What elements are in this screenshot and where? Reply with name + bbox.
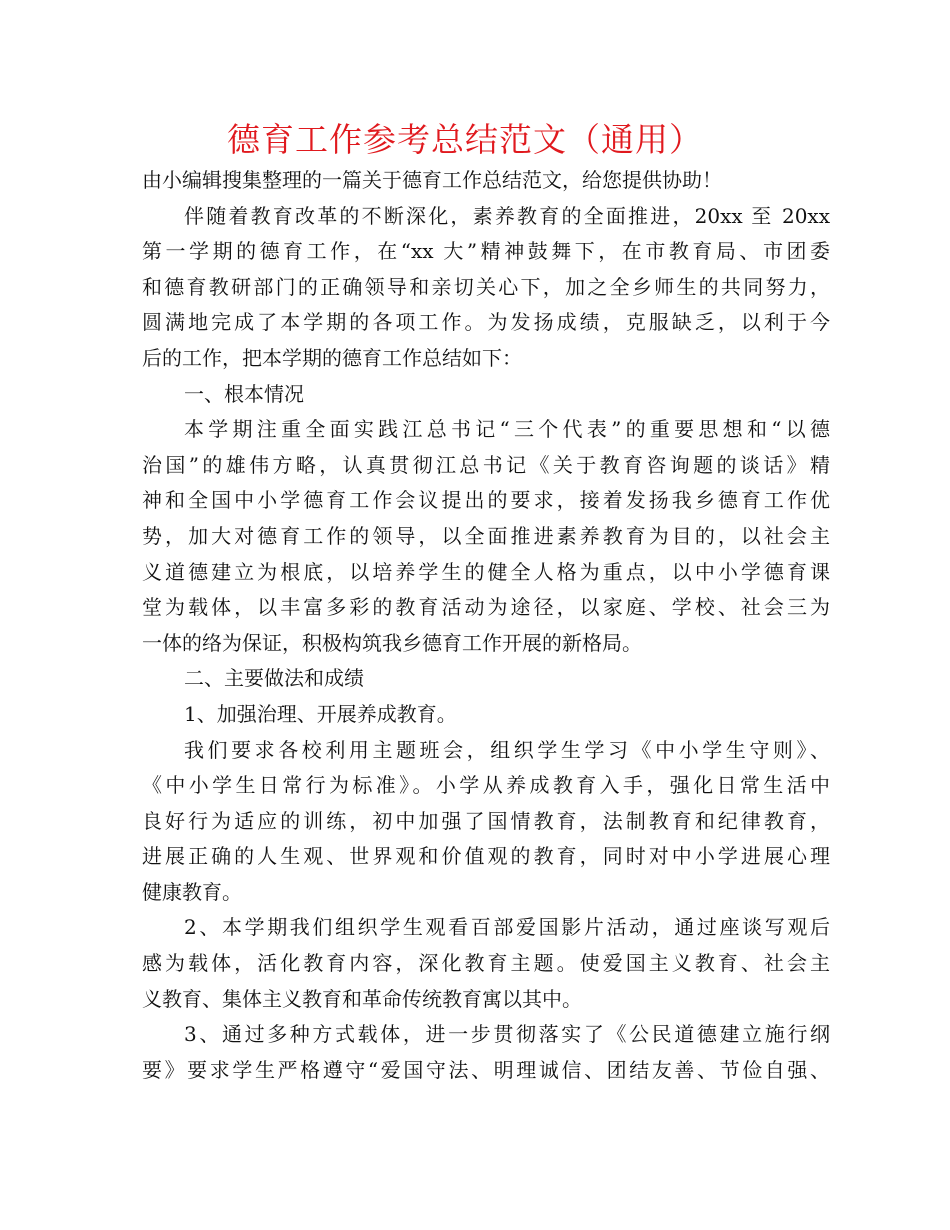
text-line: 进展正确的人生观、世界观和价值观的教育，同时对中小学进展心理 — [142, 844, 830, 869]
text-line: 一体的络为保证，积极构筑我乡德育工作开展的新格局。 — [142, 630, 642, 655]
text-line: 感为载体，活化教育内容，深化教育主题。使爱国主义教育、社会主 — [142, 951, 830, 976]
text-line: 由小编辑搜集整理的一篇关于德育工作总结范文，给您提供协助！ — [142, 168, 722, 192]
text-line: 良好行为适应的训练，初中加强了国情教育，法制教育和纪律教育， — [142, 808, 830, 833]
text-line: 义道德建立为根底，以培养学生的健全人格为重点，以中小学德育课 — [142, 559, 830, 584]
text-line: 治国”的雄伟方略，认真贯彻江总书记《关于教育咨询题的谈话》精 — [142, 452, 830, 477]
text-line: 3、通过多种方式载体，进一步贯彻落实了《公民道德建立施行纲 — [184, 1022, 830, 1047]
document-title: 德育工作参考总结范文（通用） — [227, 120, 703, 159]
text-line: 本学期注重全面实践江总书记“三个代表”的重要思想和“以德 — [184, 417, 830, 442]
text-line: 健康教育。 — [142, 879, 242, 904]
text-line: 和德育教研部门的正确领导和亲切关心下，加之全乡师生的共同努力， — [142, 274, 830, 299]
text-line: 势，加大对德育工作的领导，以全面推进素养教育为目的，以社会主 — [142, 523, 830, 548]
text-line: 我们要求各校利用主题班会，组织学生学习《中小学生守则》、 — [184, 737, 830, 762]
text-line: 后的工作，把本学期的德育工作总结如下： — [142, 345, 522, 370]
text-line: 神和全国中小学德育工作会议提出的要求，接着发扬我乡德育工作优 — [142, 488, 830, 513]
text-line: 圆满地完成了本学期的各项工作。为发扬成绩，克服缺乏，以利于今 — [142, 310, 830, 335]
text-line: 伴随着教育改革的不断深化，素养教育的全面推进，20xx 至 20xx — [184, 203, 830, 228]
text-line: 《中小学生日常行为标准》。小学从养成教育入手，强化日常生活中 — [142, 773, 830, 798]
text-line: 2、本学期我们组织学生观看百部爱国影片活动，通过座谈写观后 — [184, 915, 830, 940]
document-body — [142, 163, 830, 1088]
text-line: 要》要求学生严格遵守“爱国守法、明理诚信、团结友善、节俭自强、 — [142, 1057, 830, 1082]
text-line: 二、主要做法和成绩 — [184, 666, 364, 691]
text-line: 堂为载体，以丰富多彩的教育活动为途径，以家庭、学校、社会三为 — [142, 595, 830, 620]
text-line: 一、根本情况 — [184, 381, 304, 406]
text-line: 1、加强治理、开展养成教育。 — [184, 701, 457, 726]
text-line: 第一学期的德育工作，在“xx 大”精神鼓舞下，在市教育局、市团委 — [142, 239, 830, 264]
text-line: 义教育、集体主义教育和革命传统教育寓以其中。 — [142, 986, 582, 1011]
